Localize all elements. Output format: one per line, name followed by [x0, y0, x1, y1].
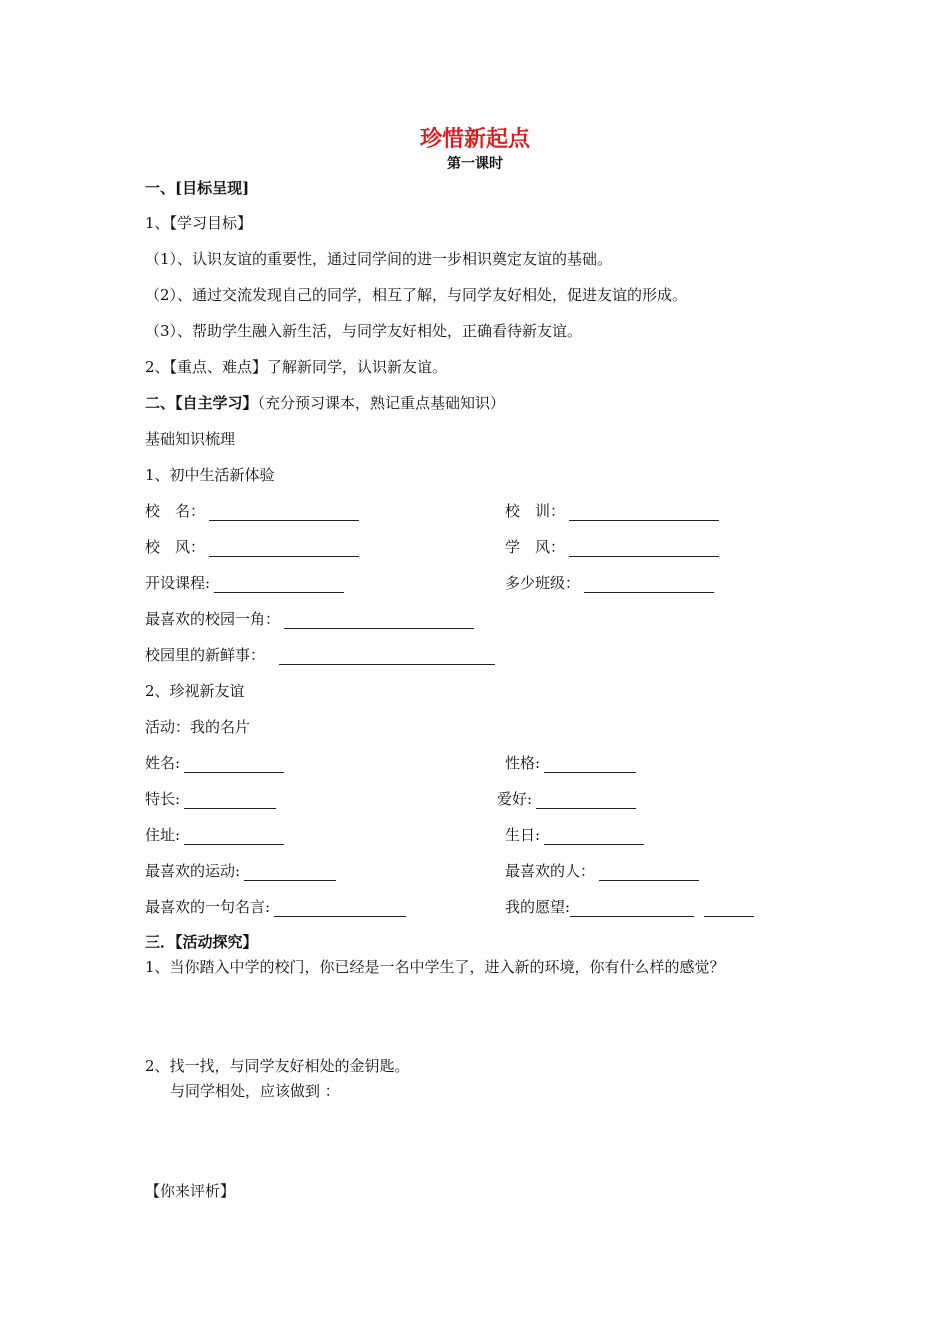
fav-person-blank[interactable]	[599, 865, 699, 881]
hobby-blank[interactable]	[536, 793, 636, 809]
school-spirit-label: 校 风：	[145, 538, 206, 556]
fav-sport-field	[145, 861, 336, 881]
fav-quote-field	[145, 897, 406, 917]
birthday-label: 生日:	[505, 826, 541, 844]
courses-label: 开设课程:	[145, 574, 211, 592]
class-count-blank[interactable]	[584, 577, 714, 593]
class-count-field	[505, 573, 714, 593]
courses-blank[interactable]	[214, 577, 344, 593]
school-name-blank[interactable]	[209, 505, 359, 521]
goal-2: （2）、通过交流发现自己的同学，相互了解，与同学友好相处，促进友谊的形成。	[145, 286, 688, 304]
fav-quote-blank[interactable]	[274, 901, 406, 917]
question-2: 2、找一找，与同学友好相处的金钥匙。	[145, 1057, 410, 1075]
basics-label: 基础知识梳理	[145, 430, 236, 448]
name-label: 姓名:	[145, 754, 181, 772]
evaluate-heading: 【你来评析】	[145, 1182, 236, 1200]
name-blank[interactable]	[184, 757, 284, 773]
section-2-note: （充分预习课本，熟记重点基础知识）	[257, 394, 506, 412]
wish-blank-1[interactable]	[570, 901, 694, 917]
goal-3: （3）、帮助学生融入新生活，与同学友好相处，正确看待新友谊。	[145, 322, 583, 340]
fav-person-field	[505, 861, 699, 881]
campus-news-field	[145, 645, 495, 665]
specialty-field	[145, 789, 276, 809]
lesson-subtitle: 第一课时	[447, 156, 503, 172]
personality-blank[interactable]	[544, 757, 636, 773]
school-name-label: 校 名：	[145, 502, 206, 520]
learning-goals-label: 1、【学习目标】	[145, 214, 253, 232]
courses-field	[145, 573, 344, 593]
school-motto-field	[505, 501, 719, 521]
school-motto-blank[interactable]	[569, 505, 719, 521]
specialty-label: 特长:	[145, 790, 181, 808]
section-2-heading: 二、【自主学习】	[145, 394, 258, 412]
school-spirit-blank[interactable]	[209, 541, 359, 557]
section-1-heading: 一、[目标呈现]	[145, 179, 250, 197]
campus-news-blank[interactable]	[279, 649, 495, 665]
fav-corner-field	[145, 609, 474, 629]
study-spirit-blank[interactable]	[569, 541, 719, 557]
fav-quote-label: 最喜欢的一句名言:	[145, 898, 271, 916]
class-count-label: 多少班级：	[505, 574, 581, 592]
address-label: 住址:	[145, 826, 181, 844]
wish-label: 我的愿望:	[505, 898, 571, 916]
wish-field	[505, 897, 754, 917]
section-3-heading: 三．【活动探究】	[145, 933, 258, 951]
study-spirit-label: 学 风：	[505, 538, 566, 556]
activity-label: 活动：我的名片	[145, 718, 251, 736]
birthday-field	[505, 825, 644, 845]
fav-sport-label: 最喜欢的运动:	[145, 862, 241, 880]
goal-1: （1）、认识友谊的重要性，通过同学间的进一步相识奠定友谊的基础。	[145, 250, 613, 268]
question-2-subprompt: 与同学相处，应该做到 ：	[170, 1082, 340, 1100]
personality-field	[505, 753, 636, 773]
part-1-heading: 1、初中生活新体验	[145, 466, 275, 484]
key-points-text: 了解新同学，认识新友谊。	[267, 358, 448, 376]
fav-corner-blank[interactable]	[284, 613, 474, 629]
part-2-heading: 2、珍视新友谊	[145, 682, 245, 700]
study-spirit-field	[505, 537, 719, 557]
key-points	[145, 357, 447, 377]
fav-corner-label: 最喜欢的校园一角：	[145, 610, 281, 628]
fav-person-label: 最喜欢的人：	[505, 862, 596, 880]
personality-label: 性格:	[505, 754, 541, 772]
school-motto-label: 校 训：	[505, 502, 566, 520]
document-title: 珍惜新起点	[419, 127, 530, 152]
name-field	[145, 753, 284, 773]
key-points-label: 2、【重点、难点】	[145, 358, 268, 376]
campus-news-label: 校园里的新鲜事：	[145, 646, 266, 664]
fav-sport-blank[interactable]	[244, 865, 336, 881]
question-1: 1、当你踏入中学的校门，你已经是一名中学生了，进入新的环境，你有什么样的感觉？	[145, 958, 725, 976]
hobby-label: 爱好:	[497, 790, 533, 808]
specialty-blank[interactable]	[184, 793, 276, 809]
school-name-field	[145, 501, 359, 521]
section-2-heading-row	[145, 393, 505, 413]
hobby-field	[497, 789, 636, 809]
address-field	[145, 825, 284, 845]
school-spirit-field	[145, 537, 359, 557]
birthday-blank[interactable]	[544, 829, 644, 845]
address-blank[interactable]	[184, 829, 284, 845]
wish-blank-2[interactable]	[704, 901, 754, 917]
